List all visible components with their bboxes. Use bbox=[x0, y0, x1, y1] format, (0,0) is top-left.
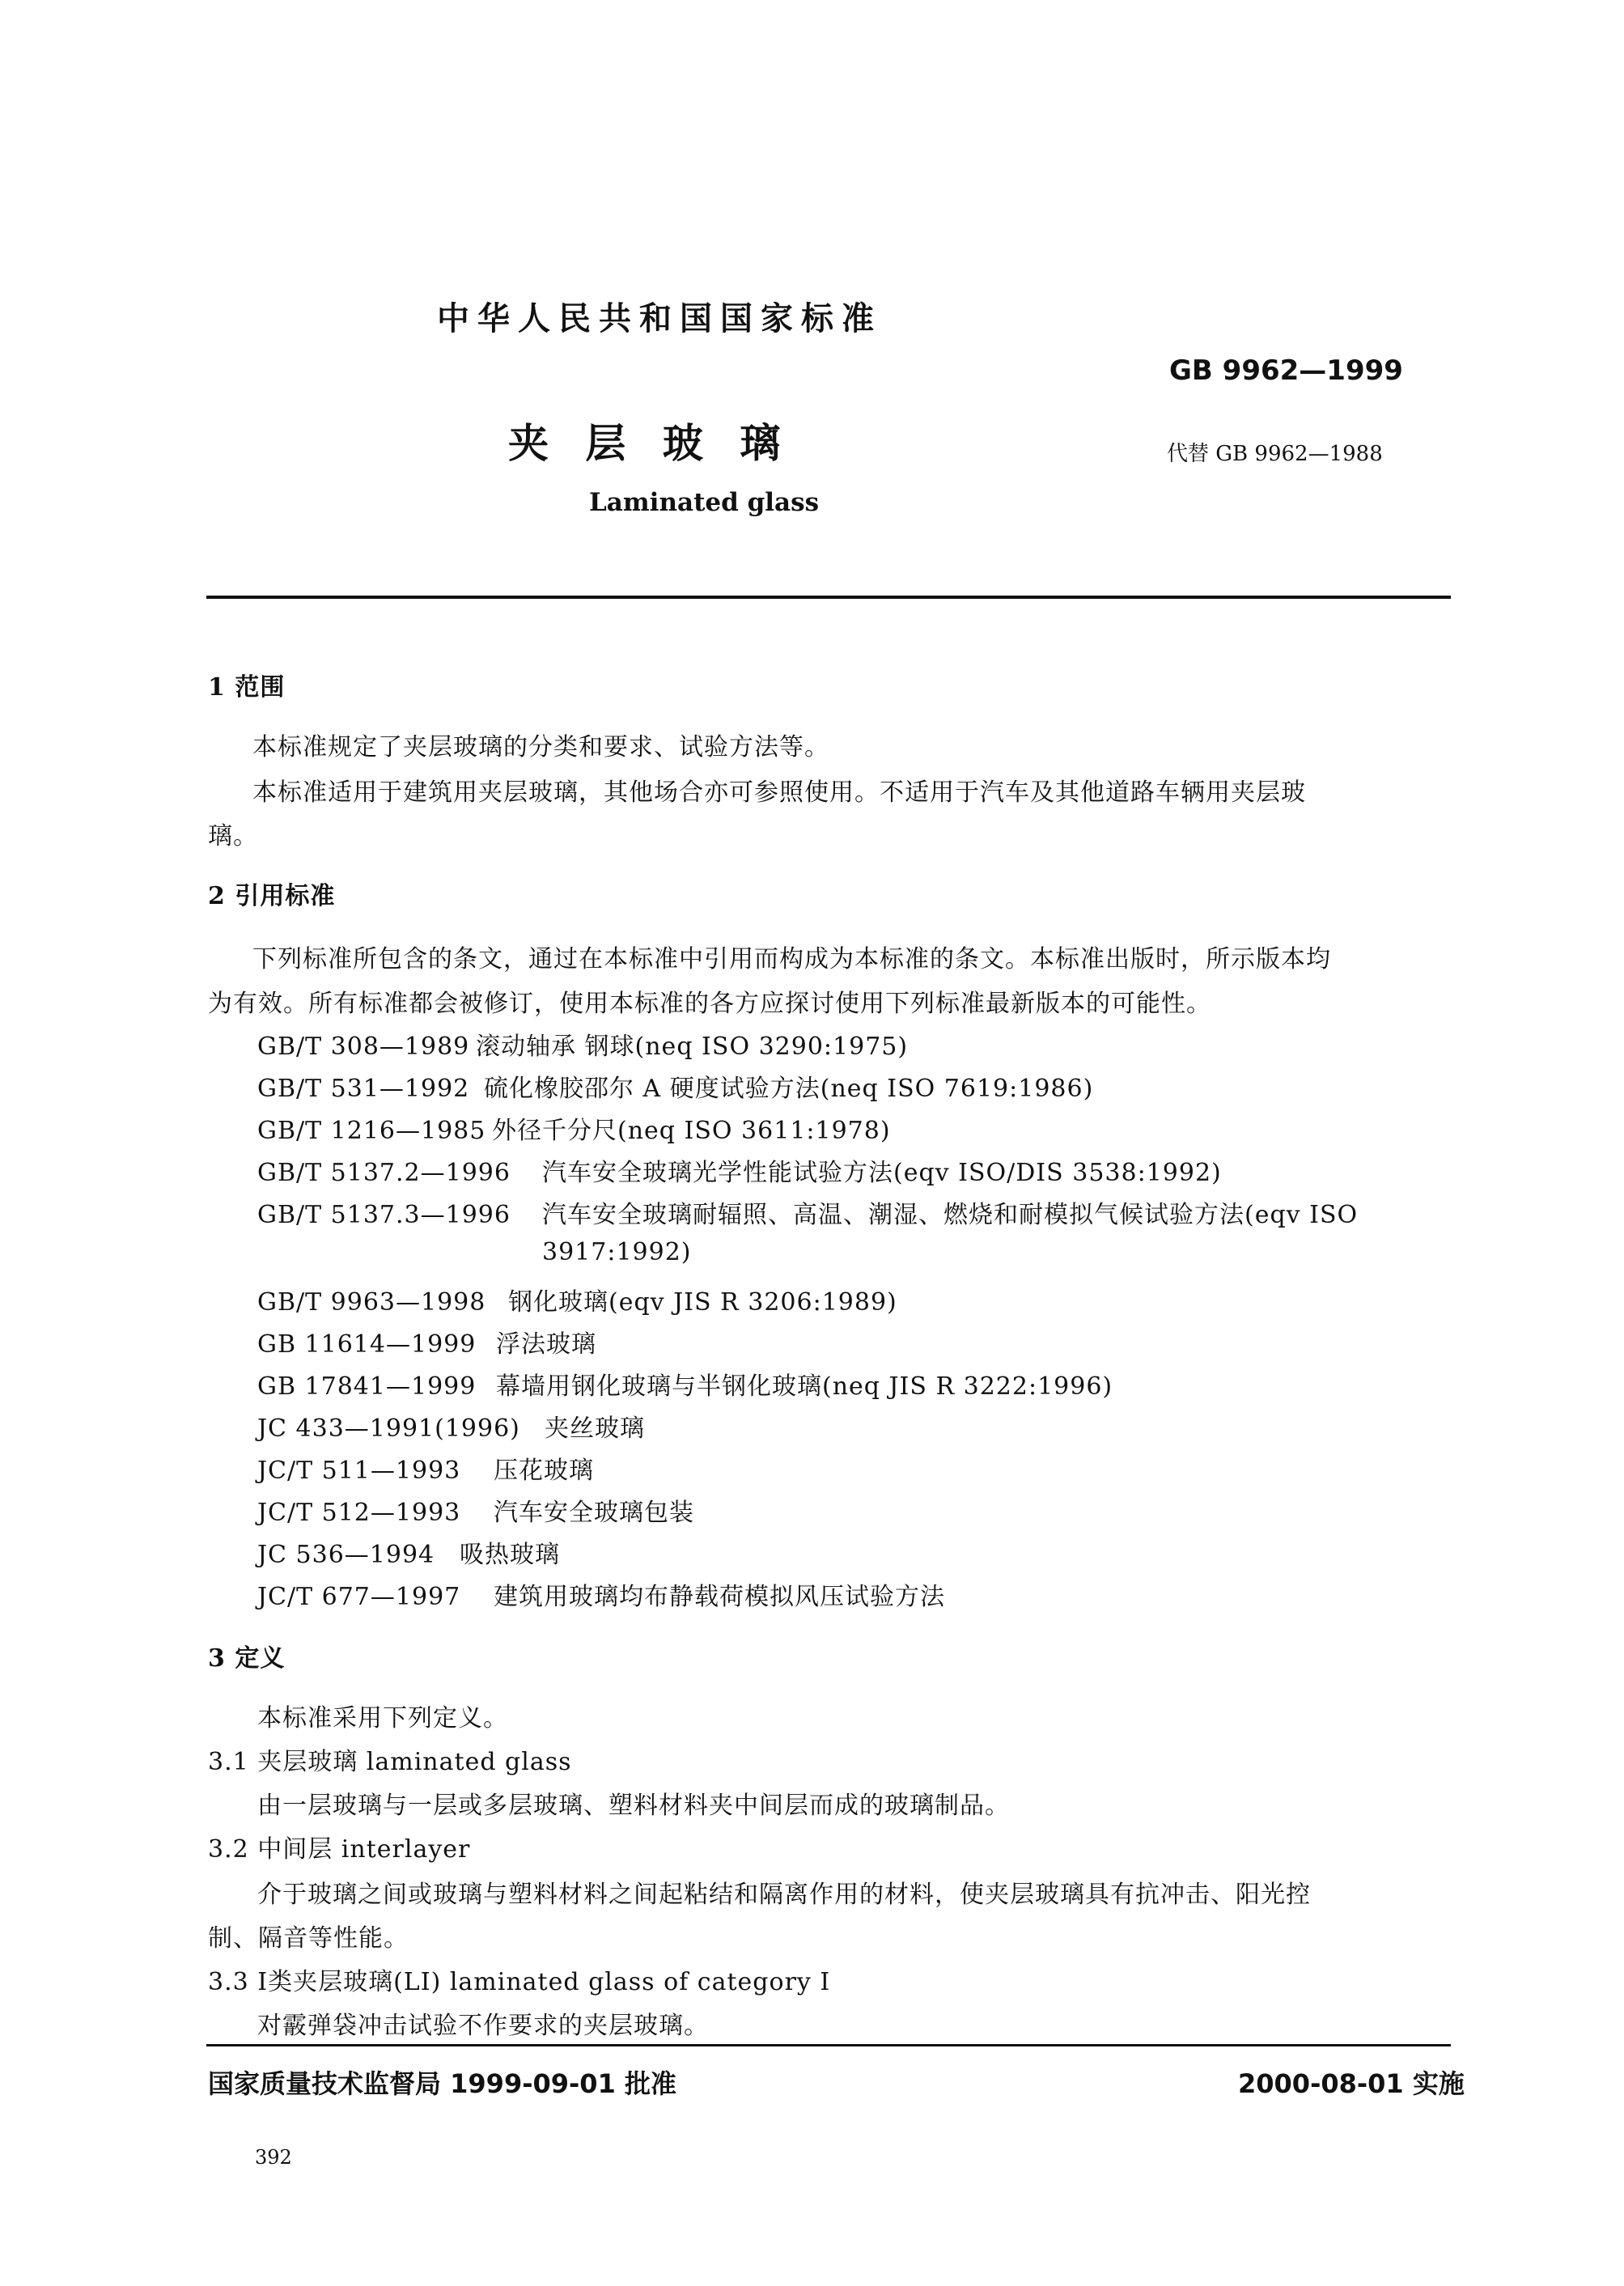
reference-title: 建筑用玻璃均布静载荷模拟风压试验方法 bbox=[494, 1583, 945, 1611]
reference-title: 硫化橡胶邵尔 A 硬度试验方法(neq ISO 7619:1986) bbox=[484, 1075, 1094, 1103]
section-1-paragraph-2-cont: 璃。 bbox=[208, 822, 258, 850]
footer-divider bbox=[206, 2044, 1451, 2046]
reference-title: 汽车安全玻璃耐辐照、高温、潮湿、燃烧和耐模拟气候试验方法(eqv ISO bbox=[542, 1201, 1359, 1229]
reference-title: 压花玻璃 bbox=[494, 1457, 594, 1485]
reference-item bbox=[257, 1576, 945, 1612]
reference-item-continuation: 3917:1992) bbox=[542, 1238, 692, 1266]
reference-title: 外径千分尺(neq ISO 3611:1978) bbox=[492, 1117, 891, 1145]
document-title-english: Laminated glass bbox=[589, 488, 820, 517]
section-3-heading: 3 定义 bbox=[208, 1644, 286, 1673]
reference-title: 钢化玻璃(eqv JIS R 3206:1989) bbox=[508, 1288, 897, 1317]
reference-item bbox=[257, 1324, 596, 1359]
reference-code: JC 536—1994 bbox=[257, 1541, 435, 1569]
reference-title: 浮法玻璃 bbox=[496, 1330, 596, 1359]
reference-code: GB 17841—1999 bbox=[257, 1372, 477, 1401]
definition-3-2-heading: 3.2 中间层 interlayer bbox=[208, 1835, 471, 1864]
reference-code: GB/T 308—1989 bbox=[257, 1033, 470, 1061]
reference-code: GB/T 5137.2—1996 bbox=[257, 1159, 511, 1187]
replaces-note: 代替 GB 9962—1988 bbox=[1167, 442, 1383, 466]
reference-item bbox=[257, 1366, 1113, 1402]
approval-date: 国家质量技术监督局 1999-09-01 批准 bbox=[208, 2068, 676, 2099]
reference-title: 夹丝玻璃 bbox=[545, 1414, 645, 1443]
section-3-intro: 本标准采用下列定义。 bbox=[257, 1704, 508, 1733]
section-2-heading: 2 引用标准 bbox=[208, 882, 336, 910]
reference-item bbox=[257, 1492, 694, 1528]
definition-3-1-heading: 3.1 夹层玻璃 laminated glass bbox=[208, 1748, 572, 1776]
implementation-date: 2000-08-01 实施 bbox=[1238, 2068, 1465, 2099]
reference-title: 吸热玻璃 bbox=[460, 1541, 560, 1569]
section-1-paragraph-2: 本标准适用于建筑用夹层玻璃，其他场合亦可参照使用。不适用于汽车及其他道路车辆用夹层玻 bbox=[252, 778, 1306, 807]
section-1-paragraph-1: 本标准规定了夹层玻璃的分类和要求、试验方法等。 bbox=[252, 733, 829, 761]
reference-item bbox=[257, 1408, 645, 1444]
reference-item bbox=[257, 1534, 560, 1570]
reference-title: 汽车安全玻璃包装 bbox=[494, 1499, 694, 1527]
definition-3-3-heading: 3.3 Ⅰ类夹层玻璃(LⅠ) laminated glass of category Ⅰ bbox=[208, 1968, 831, 1996]
reference-item bbox=[257, 1026, 908, 1062]
reference-code: GB/T 9963—1998 bbox=[257, 1288, 486, 1317]
definition-3-3-body: 对霰弹袋冲击试验不作要求的夹层玻璃。 bbox=[257, 2012, 709, 2040]
reference-title: 幕墙用钢化玻璃与半钢化玻璃(neq JIS R 3222:1996) bbox=[496, 1372, 1113, 1401]
reference-code: JC/T 512—1993 bbox=[257, 1499, 461, 1527]
standard-code: GB 9962—1999 bbox=[1169, 354, 1403, 387]
definition-3-2-body-cont: 制、隔音等性能。 bbox=[208, 1924, 409, 1953]
reference-item bbox=[257, 1282, 897, 1317]
section-2-paragraph-cont: 为有效。所有标准都会被修订，使用本标准的各方应探讨使用下列标准最新版本的可能性。 bbox=[208, 990, 1211, 1018]
definition-3-1-body: 由一层玻璃与一层或多层玻璃、塑料材料夹中间层而成的玻璃制品。 bbox=[257, 1792, 1010, 1820]
reference-item bbox=[257, 1068, 1093, 1104]
section-2-paragraph: 下列标准所包含的条文，通过在本标准中引用而构成为本标准的条文。本标准出版时，所示版本均 bbox=[252, 945, 1331, 973]
reference-code: GB/T 5137.3—1996 bbox=[257, 1201, 511, 1229]
reference-code: GB/T 531—1992 bbox=[257, 1075, 470, 1103]
reference-code: JC/T 511—1993 bbox=[257, 1457, 461, 1485]
reference-code: JC/T 677—1997 bbox=[257, 1583, 461, 1611]
national-standard-heading: 中华人民共和国国家标准 bbox=[437, 300, 882, 337]
reference-item bbox=[257, 1152, 1222, 1188]
definition-3-2-body: 介于玻璃之间或玻璃与塑料材料之间起粘结和隔离作用的材料，使夹层玻璃具有抗冲击、阳光控 bbox=[257, 1881, 1311, 1909]
page-number: 392 bbox=[255, 2146, 292, 2169]
document-title: 夹 层 玻 璃 bbox=[508, 420, 792, 467]
reference-item bbox=[257, 1450, 594, 1486]
reference-item bbox=[257, 1110, 891, 1146]
reference-item bbox=[257, 1194, 1358, 1230]
reference-code: GB 11614—1999 bbox=[257, 1330, 477, 1359]
section-1-heading: 1 范围 bbox=[208, 673, 286, 702]
header-divider bbox=[206, 596, 1451, 599]
reference-title: 滚动轴承 钢球(neq ISO 3290:1975) bbox=[476, 1033, 909, 1061]
reference-code: JC 433—1991(1996) bbox=[257, 1414, 520, 1443]
reference-code: GB/T 1216—1985 bbox=[257, 1117, 486, 1145]
reference-title: 汽车安全玻璃光学性能试验方法(eqv ISO/DIS 3538:1992) bbox=[542, 1159, 1222, 1187]
